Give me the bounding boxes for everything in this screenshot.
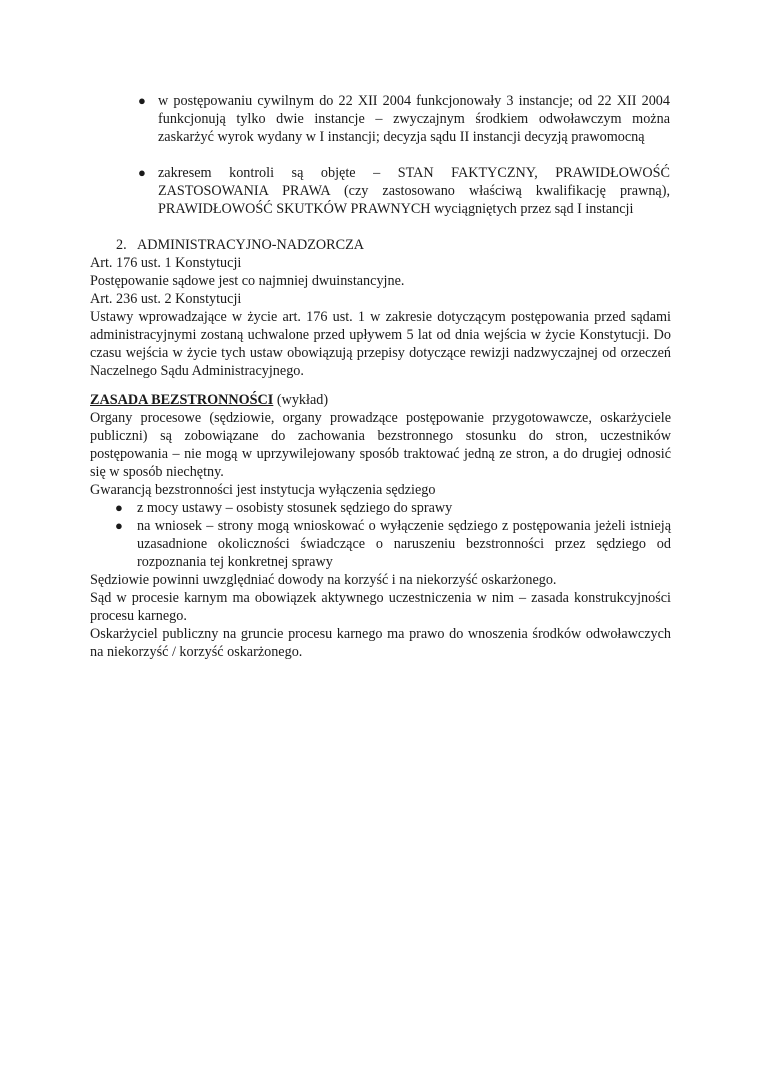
article-text: Postępowanie sądowe jest co najmniej dwuinstancyjne. bbox=[90, 273, 405, 289]
paragraph: Organy procesowe (sędziowie, organy prowadzące postępowanie przygotowawcze, oskarżyciele publiczni) są zobowiązane do zachowania bezstronnego stosunku do stron, uczestników postępowania – nie mogą w uprzywilejowany sposób traktować jedną ze stron, a do drugiej odnosić się w sposób niechętny. bbox=[90, 410, 671, 480]
bullet-text: na wniosek – strony mogą wnioskować o wyłączenie sędziego z postępowania jeżeli istnieją uzasadnione okoliczności świadczące o naruszeniu bezstronności przez sędziego od rozpoznania tej konkretnej sprawy bbox=[137, 518, 671, 570]
bullet-text: w postępowaniu cywilnym do 22 XII 2004 funkcjonowały 3 instancje; od 22 XII 2004 funkcjonują tylko dwie instancje – zwyczajnym środkiem odwoławczym można zaskarżyć wyrok wydany w I instancji; decyzja sądu II instancji decyzją prawomocną bbox=[158, 93, 670, 145]
article-reference: Art. 236 ust. 2 Konstytucji bbox=[90, 291, 242, 307]
paragraph: Oskarżyciel publiczny na gruncie procesu karnego ma prawo do wnoszenia środków odwoławczych na niekorzyść / korzyść oskarżonego. bbox=[90, 626, 671, 660]
article-text: Ustawy wprowadzające w życie art. 176 ust. 1 w zakresie dotyczącym postępowania przed sądami administracyjnymi zostaną uchwalone przed upływem 5 lat od dnia wejścia w życie Konstytucji. Do czasu wejścia w życie tych ustaw obowiązują przepisy dotyczące rewizji nadzwyczajnej od orzeczeń Naczelnego Sądu Administracyjnego. bbox=[90, 309, 671, 379]
paragraph: Sędziowie powinni uwzględniać dowody na korzyść i na niekorzyść oskarżonego. bbox=[90, 572, 557, 588]
section-heading bbox=[90, 391, 671, 409]
bullet-dot-icon: ● bbox=[138, 93, 146, 108]
bullet-text: z mocy ustawy – osobisty stosunek sędziego do sprawy bbox=[137, 500, 453, 516]
bullet-text: zakresem kontroli są objęte – STAN FAKTYCZNY, PRAWIDŁOWOŚĆ ZASTOSOWANIA PRAWA (czy zastosowano właściwą kwalifikację prawną), PRAWIDŁOWOŚĆ SKUTKÓW PRAWNYCH wyciągniętych przez sąd I instancji bbox=[158, 165, 670, 217]
article-reference: Art. 176 ust. 1 Konstytucji bbox=[90, 255, 242, 271]
bullet-dot-icon: ● bbox=[115, 518, 123, 533]
bullet-dot-icon: ● bbox=[138, 165, 146, 180]
item-number: 2. bbox=[116, 237, 127, 253]
section-note: (wykład) bbox=[273, 392, 329, 408]
section-title: ZASADA BEZSTRONNOŚCI bbox=[90, 392, 274, 408]
paragraph: Sąd w procesie karnym ma obowiązek aktywnego uczestniczenia w nim – zasada konstrukcyjności procesu karnego. bbox=[90, 590, 671, 624]
bullet-dot-icon: ● bbox=[115, 500, 123, 515]
paragraph: Gwarancją bezstronności jest instytucja wyłączenia sędziego bbox=[90, 482, 436, 498]
item-text: ADMINISTRACYJNO-NADZORCZA bbox=[137, 237, 364, 253]
